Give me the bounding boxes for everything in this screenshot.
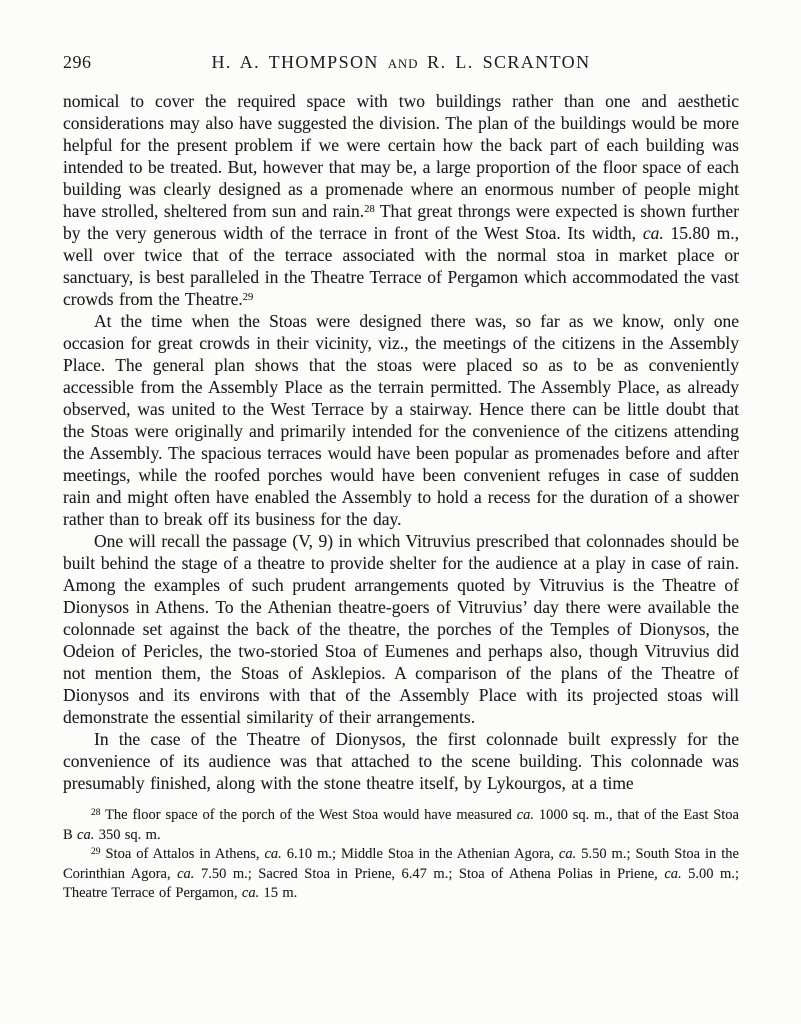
body-paragraph-3: One will recall the passage (V, 9) in which Vitruvius prescribed that colonnades should be built behind the stage of a theatre to provide shelter for the audience at a play in case of rain. Among the examples of such prudent arrangements quoted by Vitruvius is the Theatre of Dionysos in Athens. To the Athenian theatre-goers of Vitruvius’ day there were available the colonnade set against the back of the theatre, the porches of the Temples of Dionysos, the Odeion of Pericles, the two-storied Stoa of Eumenes and perhaps also, though Vitruvius did not mention them, the Stoas of Asklepios. A comparison of the plans of the Theatre of Dionysos and its environs with that of the Assembly Place with its projected stoas will demonstrate the essential similarity of their arrangements. [63,531,739,727]
body-text [63,90,739,794]
footnote-29: $^{29}$ Stoa of Attalos in Athens, ca. 6.10 m.; Middle Stoa in the Athenian Agora, ca. 5.50 m.; South Stoa in the Corinthian Agora, ca. 7.50 m.; Sacred Stoa in Priene, 6.47 m.; Stoa of Athena Polias in Priene, ca. 5.00 m.; Theatre Terrace of Pergamon, ca. 15 m. [63,846,739,901]
body-paragraph-1: nomical to cover the required space with two buildings rather than one and aesthetic considerations may also have suggested the division. The plan of the buildings would be more helpful for the present problem if we were certain how the back part of each building was intended to be treated. But, however that may be, a large proportion of the floor space of each building was clearly designed as a promenade where an enormous number of people might have strolled, sheltered from sun and rain.$^{28}$ That great throngs were expected is shown further by the very generous width of the terrace in front of the West Stoa. Its width, ca. 15.80 m., well over twice that of the terrace associated with the normal stoa in market place or sanctuary, is best paralleled in the Theatre Terrace of Pergamon which accommodated the vast crowds from the Theatre.$^{29}$ [63,91,739,309]
running-head-authors: H. A. THOMPSON and R. L. SCRANTON [211,52,591,72]
footnote-28: $^{28}$ The floor space of the porch of the West Stoa would have measured ca. 1000 sq. m., that of the East Stoa B ca. 350 sq. m. [63,807,739,843]
body-paragraph-4: In the case of the Theatre of Dionysos, the first colonnade built expressly for the convenience of its audience was that attached to the scene building. This colonnade was presumably finished, along with the stone theatre itself, by Lykourgos, at a time [63,729,739,793]
running-head [63,52,739,74]
footnotes [63,806,739,904]
page-number: 296 [63,52,92,72]
body-paragraph-2: At the time when the Stoas were designed there was, so far as we know, only one occasion for great crowds in their vicinity, viz., the meetings of the citizens in the Assembly Place. The general plan shows that the stoas were placed so as to be as conveniently accessible from the Assembly Place as the terrain permitted. The Assembly Place, as already observed, was united to the West Terrace by a stairway. Hence there can be little doubt that the Stoas were originally and primarily intended for the convenience of the citizens attending the Assembly. The spacious terraces would have been popular as promenades before and after meetings, while the roofed porches would have been convenient refuges in case of sudden rain and might often have enabled the Assembly to hold a recess for the duration of a shower rather than to break off its business for the day. [63,311,739,529]
